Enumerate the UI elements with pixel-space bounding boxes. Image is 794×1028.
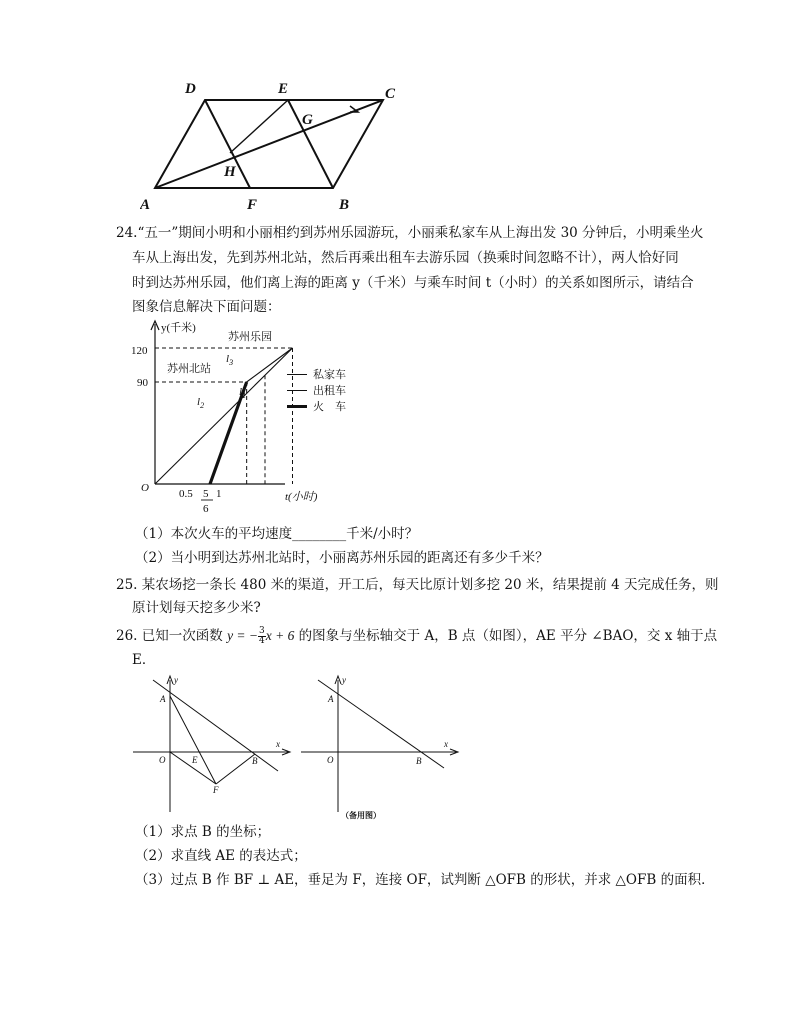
label-F: F [247, 197, 258, 213]
y-tick-90: 90 [137, 377, 148, 389]
fig1-label-A: A [160, 694, 166, 704]
legend-item-taxi: 出租车 [287, 382, 367, 398]
axes-figure-backup [296, 672, 466, 824]
backup-caption: （备用图） [341, 811, 381, 820]
label-D: D [185, 81, 196, 97]
q24-sub-2: （2）当小明到达苏州北站时，小丽离苏州乐园的距离还有多少千米？ [135, 550, 549, 566]
q26-sub-2: （2）求直线 AE 的表达式； [135, 848, 307, 864]
fig1-label-O: O [159, 755, 166, 765]
fig2-label-A: A [328, 694, 334, 704]
y-axis-label: y(千米) [161, 322, 196, 334]
q26-sub-3: （3）过点 B 作 BF ⊥ AE，垂足为 F，连接 OF，试判断 △OFB 的形状，并求 △OFB 的面积． [135, 872, 715, 888]
fig2-label-B: B [416, 756, 422, 766]
distance-time-chart [125, 318, 365, 514]
fig1-label-y: y [174, 675, 178, 685]
label-A: A [140, 197, 151, 213]
segment-AC [155, 100, 383, 188]
label-G: G [302, 112, 313, 128]
q24-line-4: 图象信息解决下面问题： [132, 299, 281, 315]
q25-line-1: 25. 某农场挖一条长 480 米的渠道，开工后，每天比原计划多挖 20 米，结果提前 4 天完成任务，则 [116, 577, 719, 593]
legend-item-car: 私家车 [287, 366, 367, 382]
y-tick-120: 120 [131, 345, 148, 357]
parallelogram-figure [140, 78, 410, 218]
fig2-label-y: y [342, 675, 346, 685]
x-tick-0.5: 0.5 [179, 488, 193, 500]
origin-label: O [141, 482, 149, 494]
q24-line-3: 时到达苏州乐园，他们离上海的距离 y（千米）与乘车时间 t（小时）的关系如图所示，请结合 [132, 275, 694, 291]
chart-legend [287, 366, 367, 414]
fraction-3-4: $\frac{3}{4}$ [259, 626, 265, 646]
label-H: H [224, 164, 236, 180]
label-E: E [278, 81, 289, 97]
q24-line-2: 车从上海出发，先到苏州北站，然后再乘出租车去游乐园（换乘时间忽略不计），两人恰好同 [132, 250, 679, 266]
axes-figure-main [128, 672, 298, 818]
fig1-line-AB [153, 680, 278, 771]
legend-item-train: 火 车 [287, 398, 367, 414]
label-C: C [385, 86, 396, 102]
fig1-label-x: x [276, 739, 280, 749]
q26-line-1: 26. 已知一次函数 y = − $\frac{3}{4}$ x + 6 的图象与坐标轴交于 A，B 点（如图），AE 平分 ∠BAO，交 x 轴于点 [116, 626, 718, 646]
x-tick-1: 1 [216, 488, 222, 500]
fig2-line-AB [318, 680, 444, 768]
q26-sub-1: （1）求点 B 的坐标； [135, 824, 271, 840]
fig1-label-E: E [192, 755, 198, 765]
l3-label: $l_3$ [226, 353, 234, 367]
station-annotation: 苏州北站 [167, 363, 211, 375]
park-annotation: 苏州乐园 [228, 331, 272, 343]
x-tick-6: 6 [203, 503, 209, 514]
q25-line-2: 原计划每天挖多少米? [132, 600, 261, 616]
fig2-label-O: O [327, 755, 334, 765]
fig1-label-B: B [252, 756, 258, 766]
q26-line-2: E． [132, 652, 156, 668]
segment-AE-inner [230, 100, 288, 153]
fig1-label-F: F [213, 785, 219, 795]
fig1-line-BF [216, 754, 255, 784]
l2-label: $l_2$ [197, 396, 205, 410]
q24-sub-1: （1）本次火车的平均速度________千米/小时？ [135, 526, 419, 542]
series-taxi-line [247, 348, 293, 382]
x-axis-label: t(小时) [285, 491, 318, 503]
fig2-label-x: x [444, 739, 448, 749]
x-tick-5: 5 [203, 488, 209, 500]
q24-line-1: 24.“五一”期间小明和小丽相约到苏州乐园游玩，小丽乘私家车从上海出发 30 分钟后，小明乘坐火 [116, 225, 704, 241]
q24-number: 24. [116, 225, 138, 241]
label-B: B [339, 197, 350, 213]
l1-label: $l_1$ [239, 386, 247, 400]
